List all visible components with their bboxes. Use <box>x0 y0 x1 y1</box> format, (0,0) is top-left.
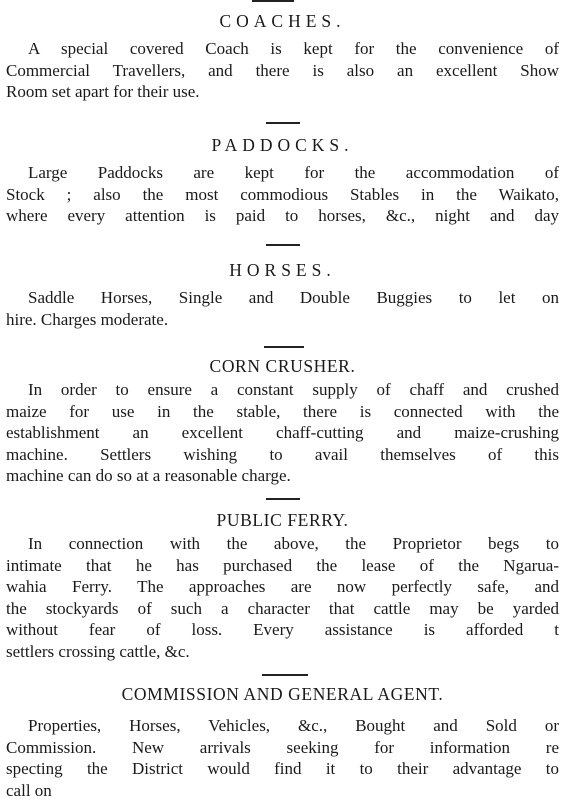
text-line: where every attention is paid to horses, &c., night and day <box>6 206 559 225</box>
text-line: Properties, Horses, Vehicles, &c., Bought and Sold or <box>28 716 559 735</box>
text-line: machine. Settlers wishing to avail themselves of this <box>6 444 559 464</box>
section-horses <box>6 259 559 330</box>
section-heading: CORN CRUSHER. <box>209 356 356 376</box>
text-line: specting the District would find it to their advantage to <box>6 759 559 778</box>
text-line: machine can do so at a reasonable charge. <box>6 466 291 485</box>
text-line: In connection with the above, the Proprietor begs to <box>28 534 559 553</box>
section-heading: COACHES. <box>219 11 346 31</box>
section-coaches <box>6 10 559 103</box>
section-divider <box>264 346 304 348</box>
text-line: hire. Charges moderate. <box>6 309 169 329</box>
section-heading: HORSES. <box>229 260 336 280</box>
section-commission-agent <box>6 683 559 801</box>
text-line: Commission. New arrivals seeking for information re <box>6 737 559 757</box>
section-divider <box>266 122 300 124</box>
text-line: Commercial Travellers, and there is also an excellent Show <box>6 60 559 80</box>
section-heading: COMMISSION AND GENERAL AGENT. <box>121 684 444 704</box>
text-line: call on <box>6 780 52 800</box>
text-line: establishment an excellent chaff-cutting and maize-crushing <box>6 423 559 442</box>
section-corn-crusher <box>6 355 559 487</box>
text-line: A special covered Coach is kept for the convenience of <box>28 39 559 58</box>
text-line: maize for use in the stable, there is connected with the <box>6 401 559 421</box>
section-divider <box>266 498 300 500</box>
section-divider <box>262 674 308 676</box>
text-line: without fear of loss. Every assistance is afforded t <box>6 620 559 639</box>
text-line: In order to ensure a constant supply of chaff and crushed <box>28 380 559 399</box>
text-line: settlers crossing cattle, &c. <box>6 641 190 661</box>
text-line: the stockyards of such a character that cattle may be yarded <box>6 598 559 618</box>
top-rule <box>252 0 294 2</box>
section-divider <box>266 244 300 246</box>
text-line: Stock ; also the most commodious Stables in the Waikato, <box>6 184 559 204</box>
text-line: Saddle Horses, Single and Double Buggies to let on <box>28 288 559 307</box>
section-heading: PUBLIC FERRY. <box>216 510 349 530</box>
text-line: Room set apart for their use. <box>6 82 200 101</box>
text-line: wahia Ferry. The approaches are now perfectly safe, and <box>6 577 559 596</box>
text-line: Large Paddocks are kept for the accommodation of <box>28 163 559 182</box>
section-heading: PADDOCKS. <box>211 135 354 155</box>
section-paddocks <box>6 134 559 227</box>
section-public-ferry <box>6 509 559 662</box>
text-line: intimate that he has purchased the lease of the Ngarua- <box>6 555 559 575</box>
